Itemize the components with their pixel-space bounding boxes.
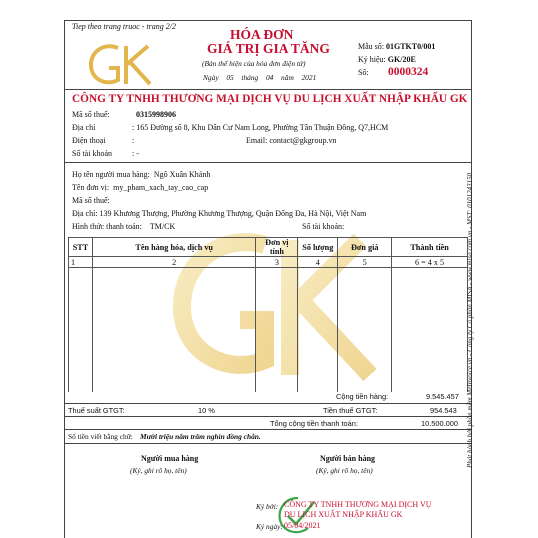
seller-sign-note: (Ký, ghi rõ họ, tên)	[316, 466, 373, 475]
table-row	[69, 351, 468, 361]
seller-account-value: : -	[132, 149, 139, 158]
table-cell	[392, 361, 468, 371]
table-cell	[392, 309, 468, 319]
table-cell	[338, 289, 392, 299]
table-row	[69, 299, 468, 309]
vat-rate-value: 10 %	[198, 406, 215, 415]
table-cell	[256, 279, 298, 289]
buyer-address: Địa chỉ: 139 Khương Thượng, Phường Khương Thượng, Quận Đống Đa, Hà Nội, Việt Nam	[72, 209, 367, 218]
table-cell	[338, 320, 392, 330]
table-header-cell: Đơn giá	[338, 238, 392, 257]
table-cell	[338, 330, 392, 340]
table-cell	[338, 361, 392, 371]
table-cell	[392, 320, 468, 330]
table-cell	[69, 309, 93, 319]
table-cell	[392, 351, 468, 361]
table-cell	[92, 382, 255, 392]
table-header-row	[69, 238, 468, 257]
invoice-number: 0000324	[388, 66, 429, 78]
table-index-cell: 5	[338, 257, 392, 268]
table-row	[69, 340, 468, 350]
table-cell	[338, 309, 392, 319]
table-row	[69, 289, 468, 299]
vat-rate-label: Thuế suất GTGT:	[68, 406, 125, 415]
table-cell	[256, 309, 298, 319]
table-cell	[298, 268, 338, 279]
table-cell	[392, 371, 468, 381]
signed-by-label: Ký bởi:	[256, 502, 279, 511]
table-cell	[92, 289, 255, 299]
seller-name: CÔNG TY TNHH THƯƠNG MẠI DỊCH VỤ DU LỊCH XUẤT NHẬP KHẨU GK	[72, 93, 468, 105]
seller-address-label: Địa chỉ	[72, 123, 96, 132]
table-cell	[69, 279, 93, 289]
signed-date-label: Ký ngày:	[256, 522, 283, 531]
table-cell	[69, 340, 93, 350]
table-cell	[69, 371, 93, 381]
table-header-cell: Số lượng	[298, 238, 338, 257]
buyer-sign-title: Người mua hàng	[141, 454, 199, 463]
table-cell	[338, 279, 392, 289]
table-index-cell: 2	[92, 257, 255, 268]
seller-tax-label: Mã số thuế:	[72, 110, 110, 119]
table-cell	[256, 268, 298, 279]
table-header-cell: Đơn vị tính	[256, 238, 298, 257]
buyer-name: Họ tên người mua hàng: Ngô Xuân Khánh	[72, 170, 211, 179]
table-header-cell: Tên hàng hóa, dịch vụ	[92, 238, 255, 257]
buyer-sign-note: (Ký, ghi rõ họ, tên)	[130, 466, 187, 475]
seller-sign-title: Người bán hàng	[320, 454, 376, 463]
signed-date-value: 05/04/2021	[284, 521, 321, 530]
table-cell	[69, 289, 93, 299]
invoice-date: Ngày 05 tháng 04 năm 2021	[203, 73, 317, 82]
table-row	[69, 279, 468, 289]
invoice-subtitle: (Bản thể hiện của hóa đơn điện tử)	[202, 59, 306, 68]
buyer-account-label: Số tài khoản:	[302, 222, 345, 231]
table-cell	[392, 289, 468, 299]
table-cell	[69, 320, 93, 330]
table-header-cell: STT	[69, 238, 93, 257]
table-cell	[92, 351, 255, 361]
seller-phone-value: :	[132, 136, 135, 145]
table-cell	[92, 330, 255, 340]
table-cell	[392, 299, 468, 309]
table-cell	[92, 340, 255, 350]
table-index-cell: 3	[256, 257, 298, 268]
seller-phone-label: Điện thoại	[72, 136, 106, 145]
table-cell	[92, 309, 255, 319]
signed-by-line2: DU LỊCH XUẤT NHẬP KHẨU GK	[284, 510, 403, 519]
table-row	[69, 382, 468, 392]
table-cell	[298, 289, 338, 299]
table-cell	[298, 330, 338, 340]
buyer-payment: Hình thức thanh toán: TM/CK	[72, 222, 176, 231]
table-cell	[92, 279, 255, 289]
table-cell	[256, 361, 298, 371]
table-cell	[256, 371, 298, 381]
table-index-cell: 1	[69, 257, 93, 268]
table-row	[69, 309, 468, 319]
total-value: 10.500.000	[421, 419, 458, 428]
table-cell	[338, 268, 392, 279]
seller-account-label: Số tài khoản	[72, 149, 112, 158]
table-cell	[392, 330, 468, 340]
table-cell	[392, 279, 468, 289]
invoice-title-vat: GIÁ TRỊ GIA TĂNG	[207, 41, 330, 56]
buyer-unit: Tên đơn vị: my_pham_xach_tay_cao_cap	[72, 183, 209, 192]
table-cell	[392, 340, 468, 350]
table-cell	[69, 299, 93, 309]
table-cell	[338, 299, 392, 309]
table-cell	[256, 330, 298, 340]
table-cell	[92, 299, 255, 309]
buyer-tax-label: Mã số thuế:	[72, 196, 110, 205]
table-cell	[69, 361, 93, 371]
table-cell	[298, 279, 338, 289]
table-cell	[256, 320, 298, 330]
seller-tax-value: 0315998906	[136, 110, 176, 119]
table-cell	[338, 351, 392, 361]
table-cell	[298, 351, 338, 361]
subtotal-label: Cộng tiền hàng:	[336, 392, 389, 401]
table-cell	[338, 382, 392, 392]
table-cell	[392, 268, 468, 279]
vat-label: Tiền thuế GTGT:	[323, 406, 378, 415]
gk-logo-icon	[86, 38, 156, 90]
seller-address-value: : 165 Đường số 8, Khu Dân Cư Nam Long, Phường Tân Thuận Đông, Q7,HCM	[132, 123, 389, 132]
table-index-row	[69, 257, 468, 268]
table-cell	[298, 309, 338, 319]
invoice-number-label: Số:	[358, 68, 369, 77]
table-cell	[256, 299, 298, 309]
table-header-cell: Thành tiền	[392, 238, 468, 257]
table-cell	[298, 371, 338, 381]
table-index-cell: 4	[298, 257, 338, 268]
amount-in-words: Mười triệu năm trăm nghìn đồng chẵn.	[140, 432, 261, 441]
invoice-title: HÓA ĐƠN	[230, 27, 294, 42]
table-cell	[298, 382, 338, 392]
form-number: Mẫu số: 01GTKT0/001	[358, 42, 436, 51]
total-label: Tổng cộng tiền thanh toán:	[270, 419, 358, 428]
table-row	[69, 268, 468, 279]
table-index-cell: 6 = 4 x 5	[392, 257, 468, 268]
table-cell	[338, 371, 392, 381]
vat-value: 954.543	[430, 406, 457, 415]
continued-note: Tiep theo trang truoc - trang 2/2	[72, 22, 176, 31]
table-cell	[92, 371, 255, 381]
table-cell	[298, 340, 338, 350]
subtotal-value: 9.545.457	[426, 392, 459, 401]
table-cell	[69, 382, 93, 392]
table-cell	[92, 361, 255, 371]
table-cell	[69, 351, 93, 361]
table-cell	[298, 299, 338, 309]
invoice-symbol: Ký hiệu: GK/20E	[358, 55, 416, 64]
table-cell	[92, 268, 255, 279]
items-table	[68, 237, 468, 392]
table-cell	[69, 268, 93, 279]
table-row	[69, 330, 468, 340]
signed-by-line1: CÔNG TY TNHH THƯƠNG MẠI DỊCH VỤ	[284, 500, 432, 509]
table-cell	[92, 320, 255, 330]
table-cell	[256, 289, 298, 299]
table-row	[69, 320, 468, 330]
table-cell	[392, 382, 468, 392]
table-cell	[256, 340, 298, 350]
table-row	[69, 361, 468, 371]
table-cell	[69, 330, 93, 340]
table-cell	[298, 361, 338, 371]
table-cell	[256, 351, 298, 361]
software-side-note: Phát hành bởi phần mềm MeInvoice.vn - Công ty Cổ phần MISA - www.misa.com.vn - MST: 0101243150	[466, 172, 474, 468]
table-cell	[298, 320, 338, 330]
table-row	[69, 371, 468, 381]
table-cell	[338, 340, 392, 350]
seller-email: Email: contact@gkgroup.vn	[246, 136, 337, 145]
amount-in-words-label: Số tiền viết bằng chữ:	[68, 432, 133, 441]
table-cell	[256, 382, 298, 392]
